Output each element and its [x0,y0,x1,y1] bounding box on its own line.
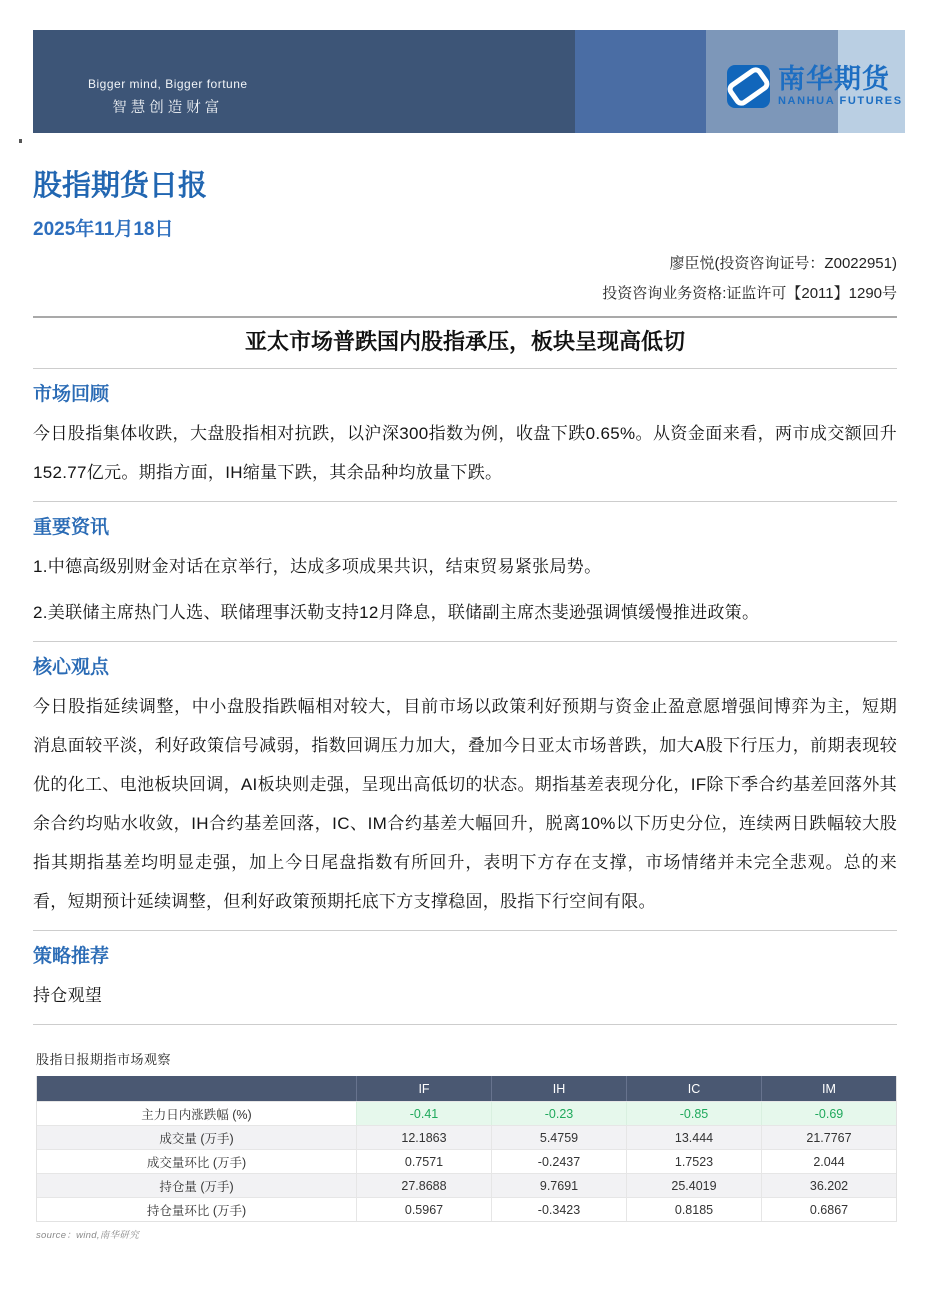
row-label: 成交量环比 (万手) [146,1155,247,1170]
table-cell: 25.4019 [626,1174,761,1197]
table-cell: 21.7767 [761,1126,896,1149]
section-title: 策略推荐 [33,946,110,967]
table-row [37,1101,896,1125]
futures-observation-block [33,1049,897,1241]
logo-chinese-name: 南华期货 [778,63,890,94]
nanhua-logo-text [778,63,903,107]
table-cell: -0.3423 [491,1198,626,1221]
section-core-view [33,656,897,921]
slogan-chinese: 智慧创造财富 [112,100,224,116]
table-cell: 13.444 [626,1126,761,1149]
row-label: 成交量 (万手) [159,1131,234,1146]
table-cell: -0.23 [491,1102,626,1125]
divider [33,501,897,502]
slogan-english: Bigger mind, Bigger fortune [88,77,248,91]
row-label: 主力日内涨跌幅 (%) [141,1107,252,1122]
table-cell: 27.8688 [356,1174,491,1197]
futures-market-table [36,1076,897,1222]
table-title: 股指日报期指市场观察 [36,1052,172,1067]
table-row [37,1149,896,1173]
table-cell: 0.8185 [626,1198,761,1221]
report-headline: 亚太市场普跌国内股指承压，板块呈现高低切 [244,329,685,354]
banner-block-mid [575,30,706,133]
qualification-line: 投资咨询业务资格:证监许可【2011】1290号 [602,285,897,302]
nanhua-logo [727,61,930,111]
section-paragraph: 今日股指延续调整，中小盘股指跌幅相对较大，目前市场以政策利好预期与资金止盈意愿增强间博弈为主，短期消息面较平淡，利好政策信号减弱，指数回调压力加大，叠加今日亚太市场普跌，加大A股下行压力，前期表现较优的化工、电池板块回调，AI板块则走强，呈现出高低切的状态。期指基差表现分化，IF除下季合约基差回落外其余合约均贴水收敛，IH合约基差回落，IC、IM合约基差大幅回升，脱离10%以下历史分位，连续两日跌幅较大股指其期指基差均明显走强，加上今日尾盘指数有所回升，表明下方存在支撑，市场情绪并未完全悲观。总的来看，短期预计延续调整，但利好政策预期托底下方支撑稳固，股指下行空间有限。 [33,697,897,911]
section-strategy [33,945,897,1015]
report-title: 股指期货日报 [33,170,208,202]
column-header-IC: IC [626,1076,761,1101]
table-cell: -0.85 [626,1102,761,1125]
report-content [33,133,897,1241]
table-body [37,1101,896,1221]
news-item-1: 1.中德高级别财金对话在京举行，达成多项成果共识，结束贸易紧张局势。 [33,557,602,576]
section-title: 市场回顾 [33,384,110,405]
table-cell: -0.2437 [491,1150,626,1173]
report-date: 2025年11月18日 [33,219,174,240]
section-title: 核心观点 [33,657,110,678]
column-header-IF: IF [356,1076,491,1101]
divider [33,930,897,931]
table-cell: 36.202 [761,1174,896,1197]
table-cell: -0.69 [761,1102,896,1125]
stray-mark [19,139,22,143]
logo-english-name: NANHUA FUTURES [778,94,903,107]
table-header-row [37,1076,896,1101]
table-cell: 2.044 [761,1150,896,1173]
row-label: 持仓量环比 (万手) [146,1203,247,1218]
table-cell: 5.4759 [491,1126,626,1149]
table-row [37,1125,896,1149]
table-row [37,1173,896,1197]
table-cell: 9.7691 [491,1174,626,1197]
table-cell: 12.1863 [356,1126,491,1149]
row-label: 持仓量 (万手) [159,1179,234,1194]
divider [33,368,897,369]
column-header-IM: IM [761,1076,896,1101]
news-item-2: 2.美联储主席热门人选、联储理事沃勒支持12月降息，联储副主席杰斐逊强调慎缓慢推进政策。 [33,603,760,622]
section-important-news [33,516,897,632]
brand-slogan [88,77,248,117]
section-paragraph: 今日股指集体收跌，大盘股指相对抗跌，以沪深300指数为例，收盘下跌0.65%。从资金面来看，两市成交额回升152.77亿元。期指方面，IH缩量下跌，其余品种均放量下跌。 [33,424,897,482]
table-corner-cell [37,1076,356,1101]
brand-banner [33,30,905,133]
column-header-IH: IH [491,1076,626,1101]
divider [33,1024,897,1025]
table-cell: 1.7523 [626,1150,761,1173]
divider [33,316,897,318]
banner-block-dark [33,30,575,133]
strategy-text: 持仓观望 [33,986,103,1005]
section-title: 重要资讯 [33,517,110,538]
table-row [37,1197,896,1221]
table-cell: 0.7571 [356,1150,491,1173]
divider [33,641,897,642]
analyst-line: 廖臣悦(投资咨询证号：Z0022951) [669,255,897,272]
table-cell: 0.5967 [356,1198,491,1221]
table-cell: 0.6867 [761,1198,896,1221]
section-market-review [33,383,897,492]
nanhua-logo-icon [727,65,770,108]
table-source: source：wind,南华研究 [36,1230,139,1241]
table-cell: -0.41 [356,1102,491,1125]
